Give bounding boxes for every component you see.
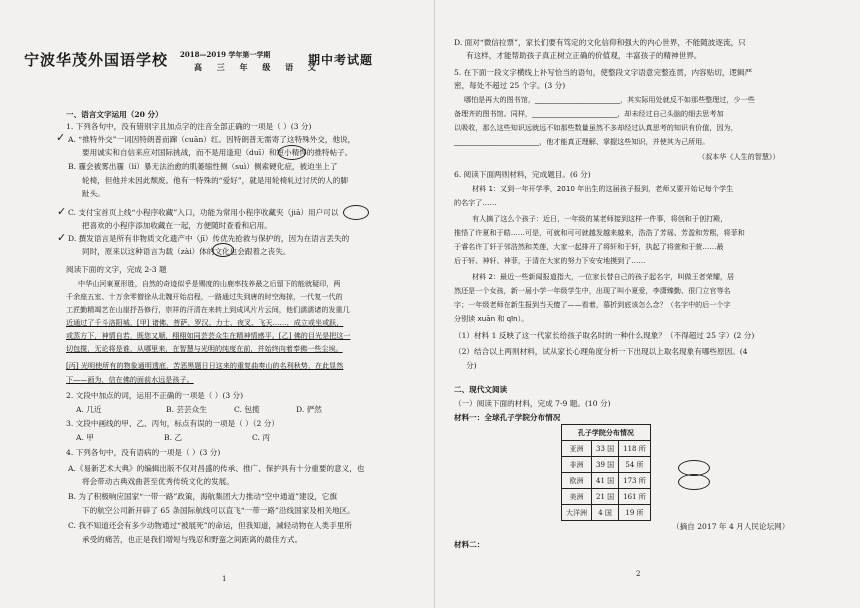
passage-line: 有人摘了这么个孩子：近日，一年级的某老师接到这样一件事，将创和于创打殿， (472, 214, 728, 223)
table-cell: 21 国 (592, 489, 619, 505)
q3-option-c: C. 丙 (252, 433, 270, 442)
pen-check-mark: ✓ (56, 131, 66, 144)
option-c: C. 支付宝首页上线“小程序收藏”入口，功能为常用小程序收藏夹（jiā）用户可以 (68, 208, 339, 217)
table-row (562, 457, 651, 473)
pen-circle-mark (278, 145, 306, 160)
q4-option-d-cont: 有这样，才能帮助孩子真正树立正确的价值观，丰富孩子的精神世界。 (466, 51, 702, 60)
option-c-cont: 把喜欢的小程序添加收藏在一起，方便随时查看和启用。 (82, 221, 272, 230)
passage-line: 哪怕是再大的图书馆，________________________，其实际用处就反不如那些整理过，少一些 (464, 95, 755, 104)
table-cell: 39 国 (592, 457, 619, 473)
question-1: 1. 下列各句中，没有错别字且加点字的注音全部正确的一项是（ ）(3 分) (66, 122, 312, 131)
reading-intro: 阅读下面的文字，完成 2-3 题 (66, 265, 167, 274)
passage-source: （叔本华《人生的智慧》） (698, 152, 780, 161)
question-2: 2. 文段中加点的词，运用不正确的一项是（ ）(3 分) (66, 391, 244, 400)
material-1-heading: 材料一：全球孔子学院分布情况 (454, 413, 561, 422)
exam-title: 期中考试题 (308, 53, 374, 67)
table-row (562, 441, 651, 457)
pen-check-mark: ✓ (57, 231, 67, 244)
q4-option-b-cont: 下的航空公司新开辟了 65 条国际航线可以直飞“一带一路”沿线国家及相关地区。 (82, 506, 355, 515)
option-b-cont: 轮椅，但他并未因此颓废。他有一特殊的“爱好”，就是用轮椅轧过讨厌的人的脚 (82, 176, 348, 185)
pen-circle-mark (212, 243, 234, 257)
passage-line: 工匠勤精竭艺在山崖抒吾修行，崇祥的汗清在来转上到成风片片云间，他们濡濡诸的发重几 (66, 305, 350, 314)
option-a: A. “推特外交”一词因特朗普而蹿（cuān）红。因特朗普无需寄了这特殊外交，他说， (68, 135, 356, 144)
passage-line: 千余座五室、十万余零僧徐从北魏开始启程，一路通过失到唐的时空海掠，一代复一代的 (66, 292, 343, 301)
table-cell: 41 国 (592, 473, 619, 489)
left-page (24, 0, 424, 608)
material-1: 材料 1：又到一年开学季，2010 年出生的这届孩子报到，老师又要开始记每个学生 (472, 184, 734, 193)
passage-line-jia: 近通过了千斗洛阳城，[甲] 诸佛、菩萨、罗汉、力士、夜叉、飞天……，成立或坐或跃， (66, 318, 344, 327)
passage-line-bing: [丙] 光明使所有的物象通明透底，苦恶黑题日日这来的重复曲奏山的名利秋势，在此显然 (66, 361, 344, 370)
q2-option-c: C. 包揽 (234, 405, 260, 414)
table-cell: 54 所 (619, 457, 651, 473)
reading-instruction: （一）阅读下面的材料，完成 7-9 题。(10 分) (454, 399, 611, 408)
pen-circle-mark (343, 205, 369, 220)
question-6-2-cont: 分) (466, 361, 477, 370)
table-cell: 非洲 (562, 457, 592, 473)
passage-line: 备理齐的图书馆。同样，________________________，却未经过自己头脑的细去思考加 (454, 109, 724, 118)
question-5-cont: 密，每处不超过 25 个字。(3 分) (454, 81, 566, 90)
confucius-institute-table (561, 424, 651, 521)
page-number: 1 (222, 575, 227, 583)
question-6-2: （2）结合以上两则材料，试从家长心理角度分析一下出现以上取名现象有哪些原因。(4 (454, 347, 748, 356)
q3-option-b: B. 乙 (164, 433, 183, 442)
passage-line: 中华山河東夏形胜，自然的奇迹似乎是赐度的山鹿率技养最之后留下的能就疑印，两 (78, 279, 341, 288)
table-cell: 161 所 (619, 489, 651, 505)
pen-circle-mark (678, 474, 710, 490)
question-6-1: （1）材料 1 反映了这一代家长给孩子取名时的一种什么现象？（不得超过 25 字）(2 分) (454, 331, 755, 340)
material-2: 材料 2：最近一些新闻报道指大，一位家长替自己的孩子起名字，叫做王者荣耀，居 (472, 272, 735, 281)
q4-option-a-cont: 将会带动古典戏曲甚至优秀传统文化的发展。 (82, 477, 234, 486)
table-cell: 173 所 (619, 473, 651, 489)
question-4: 4. 下列各句中，没有语病的一项是（ ）(3 分) (66, 448, 221, 457)
table-cell: 美洲 (562, 489, 592, 505)
passage-line-yi: 切包揽，无论将是谁，从哪里来，在智慧与光明的纯度在前，并始终向着奉佛一些尘埃。 (66, 344, 343, 353)
material-2-heading: 材料二： (454, 540, 485, 549)
pen-check-mark: ✓ (57, 205, 67, 218)
table-cell: 19 所 (619, 505, 651, 521)
page-fold-divider (434, 0, 435, 608)
passage-line: 后于轩、神轩、神菲，于清在大家的努力下安安地摸到了…… (454, 256, 646, 265)
option-b-cont2: 趾头。 (82, 189, 105, 198)
option-d: D. 撰发语言是所有非物质文化遗产中（jī）传优先抢救与保护的，因为在语言丢失的 (68, 234, 350, 243)
passage-line: 推悟了许夏和于皓……可是，可就和可可就越发越来越来，浩浩了芳瑶、芳盈和芳熙，将菲和 (454, 228, 745, 237)
question-6: 6. 阅读下面两则材料，完成题目。(6 分) (454, 170, 591, 179)
option-b: B. 霾会被雾出霾（lí）暴无法治愈的肌萎缩性侧（suì）侧索硬化症，被迫坐上了 (68, 162, 338, 171)
school-name: 宁波华茂外国语学校 (24, 51, 169, 69)
table-row (562, 489, 651, 505)
table-cell: 亚洲 (562, 441, 592, 457)
passage-line: 的名字了…… (454, 198, 497, 207)
option-d-cont: 同时，原来以这种语言为载（zài）体的文化也会跟着之丧失。 (82, 247, 291, 256)
q2-option-a: A. 几近 (76, 405, 102, 414)
option-a-cont: 要用诚实和自信来应对国际挑战，而不是用逢迎（duī）和短小精悍的推特帖子。 (82, 148, 353, 157)
q4-option-a: A.《易新艺术大典》的编辑出版不仅对昌盛的传承、推广、保护具有十分重要的意义，也 (68, 464, 365, 473)
passage-line: 然还是一个女孩，新一届小学一年级学生中，出现了叫小夏爱，李潇臻勤、很门立官等名 (454, 286, 731, 295)
table-cell: 4 国 (592, 505, 619, 521)
table-cell: 大洋洲 (562, 505, 592, 521)
passage-line: 以吸收，那么这些知识远就远不如那些数量虽然不多却经过认真思考的知识有价值，因为， (454, 123, 738, 132)
q2-option-d: D. 俨然 (296, 405, 322, 414)
passage-line: 于睿名许丁轩于邻浩然和芙莲，大家一起排开了将轩和于轩，执起了将萱和于萱……最 (454, 242, 724, 251)
page-number: 2 (636, 570, 641, 578)
passage-line: 分别读 xuān 和 qīn）。 (454, 314, 529, 323)
q4-option-b: B. 为了积极响应国家“一带一路”政策，海航集团大力推动“空中通道”建设，它旗 (68, 492, 337, 501)
table-cell: 欧洲 (562, 473, 592, 489)
grade-subject: 高 三 年 级 语 文 (194, 62, 322, 72)
question-3: 3. 文段中画线的甲、乙、丙句，标点有误的一项是（ ）（2 分） (66, 419, 279, 428)
section-heading: 一、语言文字运用（20 分） (66, 110, 163, 119)
question-5: 5. 在下面一段文字横线上补写恰当的语句，使整段文字语意完整连贯，内容贴切，逻辑严 (454, 68, 753, 77)
passage-line: ________________________，他才能真正理解、掌握这些知识，并使其为己所用。 (454, 137, 710, 146)
table-row (562, 505, 651, 521)
section-heading: 二、现代文阅读 (454, 385, 508, 394)
school-year: 2018—2019 学年第一学期 (180, 50, 271, 59)
q3-option-a: A. 甲 (76, 433, 94, 442)
table-cell: 118 所 (619, 441, 651, 457)
q4-option-c-cont: 承受的痛苦，也正是我们增短与残忍和野蛮之间距离的最佳方式。 (82, 535, 303, 544)
passage-line: 字；一年级老师在新生报到当天傻了——看着，慕折到底该怎么念？（名字中的后一个字 (454, 300, 731, 309)
table-row (562, 473, 651, 489)
table-source: （摘自 2017 年 4 月人民论坛网） (672, 522, 790, 531)
passage-line: 或蒸方下，神情自若，既您又顺，栩栩如同芸芸众生在精神情感平。[乙] 佛的目光是把这一 (66, 331, 351, 340)
q4-option-c: C. 我不知道还会有多少动物通过“被展死”的命运，但我知道，减轻动物在人类手里所 (68, 521, 352, 530)
table-caption: 孔子学院分布情况 (562, 425, 651, 441)
q4-option-d: D. 面对“微信拉票”，家长们要有笃定的文化信仰和强大的内心世界，不能随波逐流，只 (454, 38, 746, 47)
q2-option-b: B. 芸芸众生 (166, 405, 207, 414)
right-page (446, 0, 828, 608)
passage-line: 下——画为，信在佛的面前水远是孩子。 (66, 375, 194, 384)
table-cell: 33 国 (592, 441, 619, 457)
